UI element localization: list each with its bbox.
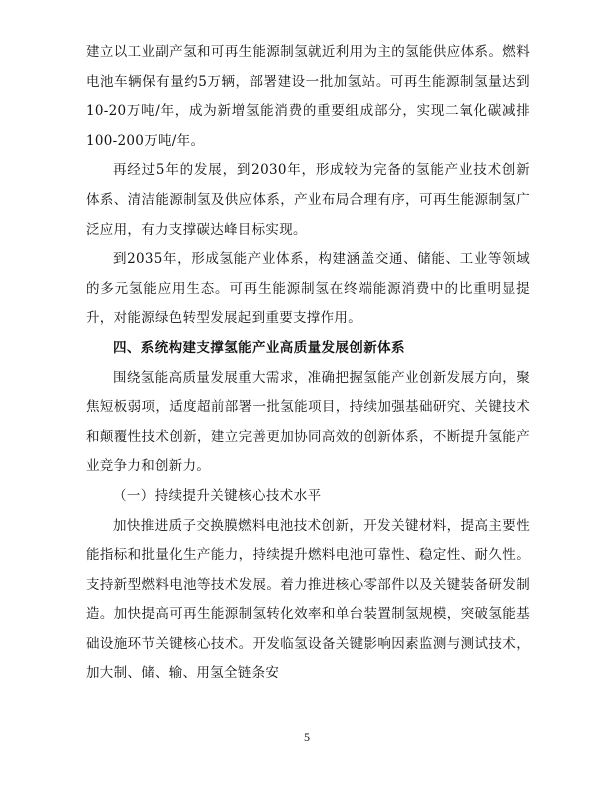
- page-body: [86, 38, 530, 689]
- paragraph-2030-goal: 再经过5年的发展，到2030年，形成较为完备的氢能产业技术创新体系、清洁能源制氢及供应体系，产业布局合理有序，可再生能源制氢广泛应用，有力支撑碳达峰目标实现。: [86, 162, 530, 238]
- subsection-heading: （一）持续提升关键核心技术水平: [113, 487, 322, 504]
- section-intro-paragraph: 围绕氢能高质量发展重大需求，准确把握氢能产业创新发展方向，聚焦短板弱项，适度超前部署一批氢能项目，持续加强基础研究、关键技术和颠覆性技术创新，建立完善更加协同高效的创新体系，不断提升氢能产业竞争力和创新力。: [86, 369, 530, 475]
- paragraph-2035-goal: 到2035年，形成氢能产业体系，构建涵盖交通、储能、工业等领域的多元氢能应用生态。可再生能源制氢在终端能源消费中的比重明显提升，对能源绿色转型发展起到重要支撑作用。: [86, 251, 530, 327]
- subsection-body-paragraph: 加快推进质子交换膜燃料电池技术创新，开发关键材料，提高主要性能指标和批量化生产能力，持续提升燃料电池可靠性、稳定性、耐久性。支持新型燃料电池等技术发展。着力推进核心零部件以及关键装备研发制造。加快提高可再生能源制氢转化效率和单台装置制氢规模，突破氢能基础设施环节关键核心技术。开发临氢设备关键影响因素监测与测试技术，加大制、储、输、用氢全链条安: [86, 517, 530, 682]
- paragraph-supply-system: 建立以工业副产氢和可再生能源制氢就近利用为主的氢能供应体系。燃料电池车辆保有量约5万辆，部署建设一批加氢站。可再生能源制氢量达到10-20万吨/年，成为新增氢能消费的重要组成部分，实现二氧化碳减排100-200万吨/年。: [86, 44, 530, 149]
- section-heading: 四、系统构建支撑氢能产业高质量发展创新体系: [113, 339, 405, 356]
- page-number: 5: [304, 730, 310, 744]
